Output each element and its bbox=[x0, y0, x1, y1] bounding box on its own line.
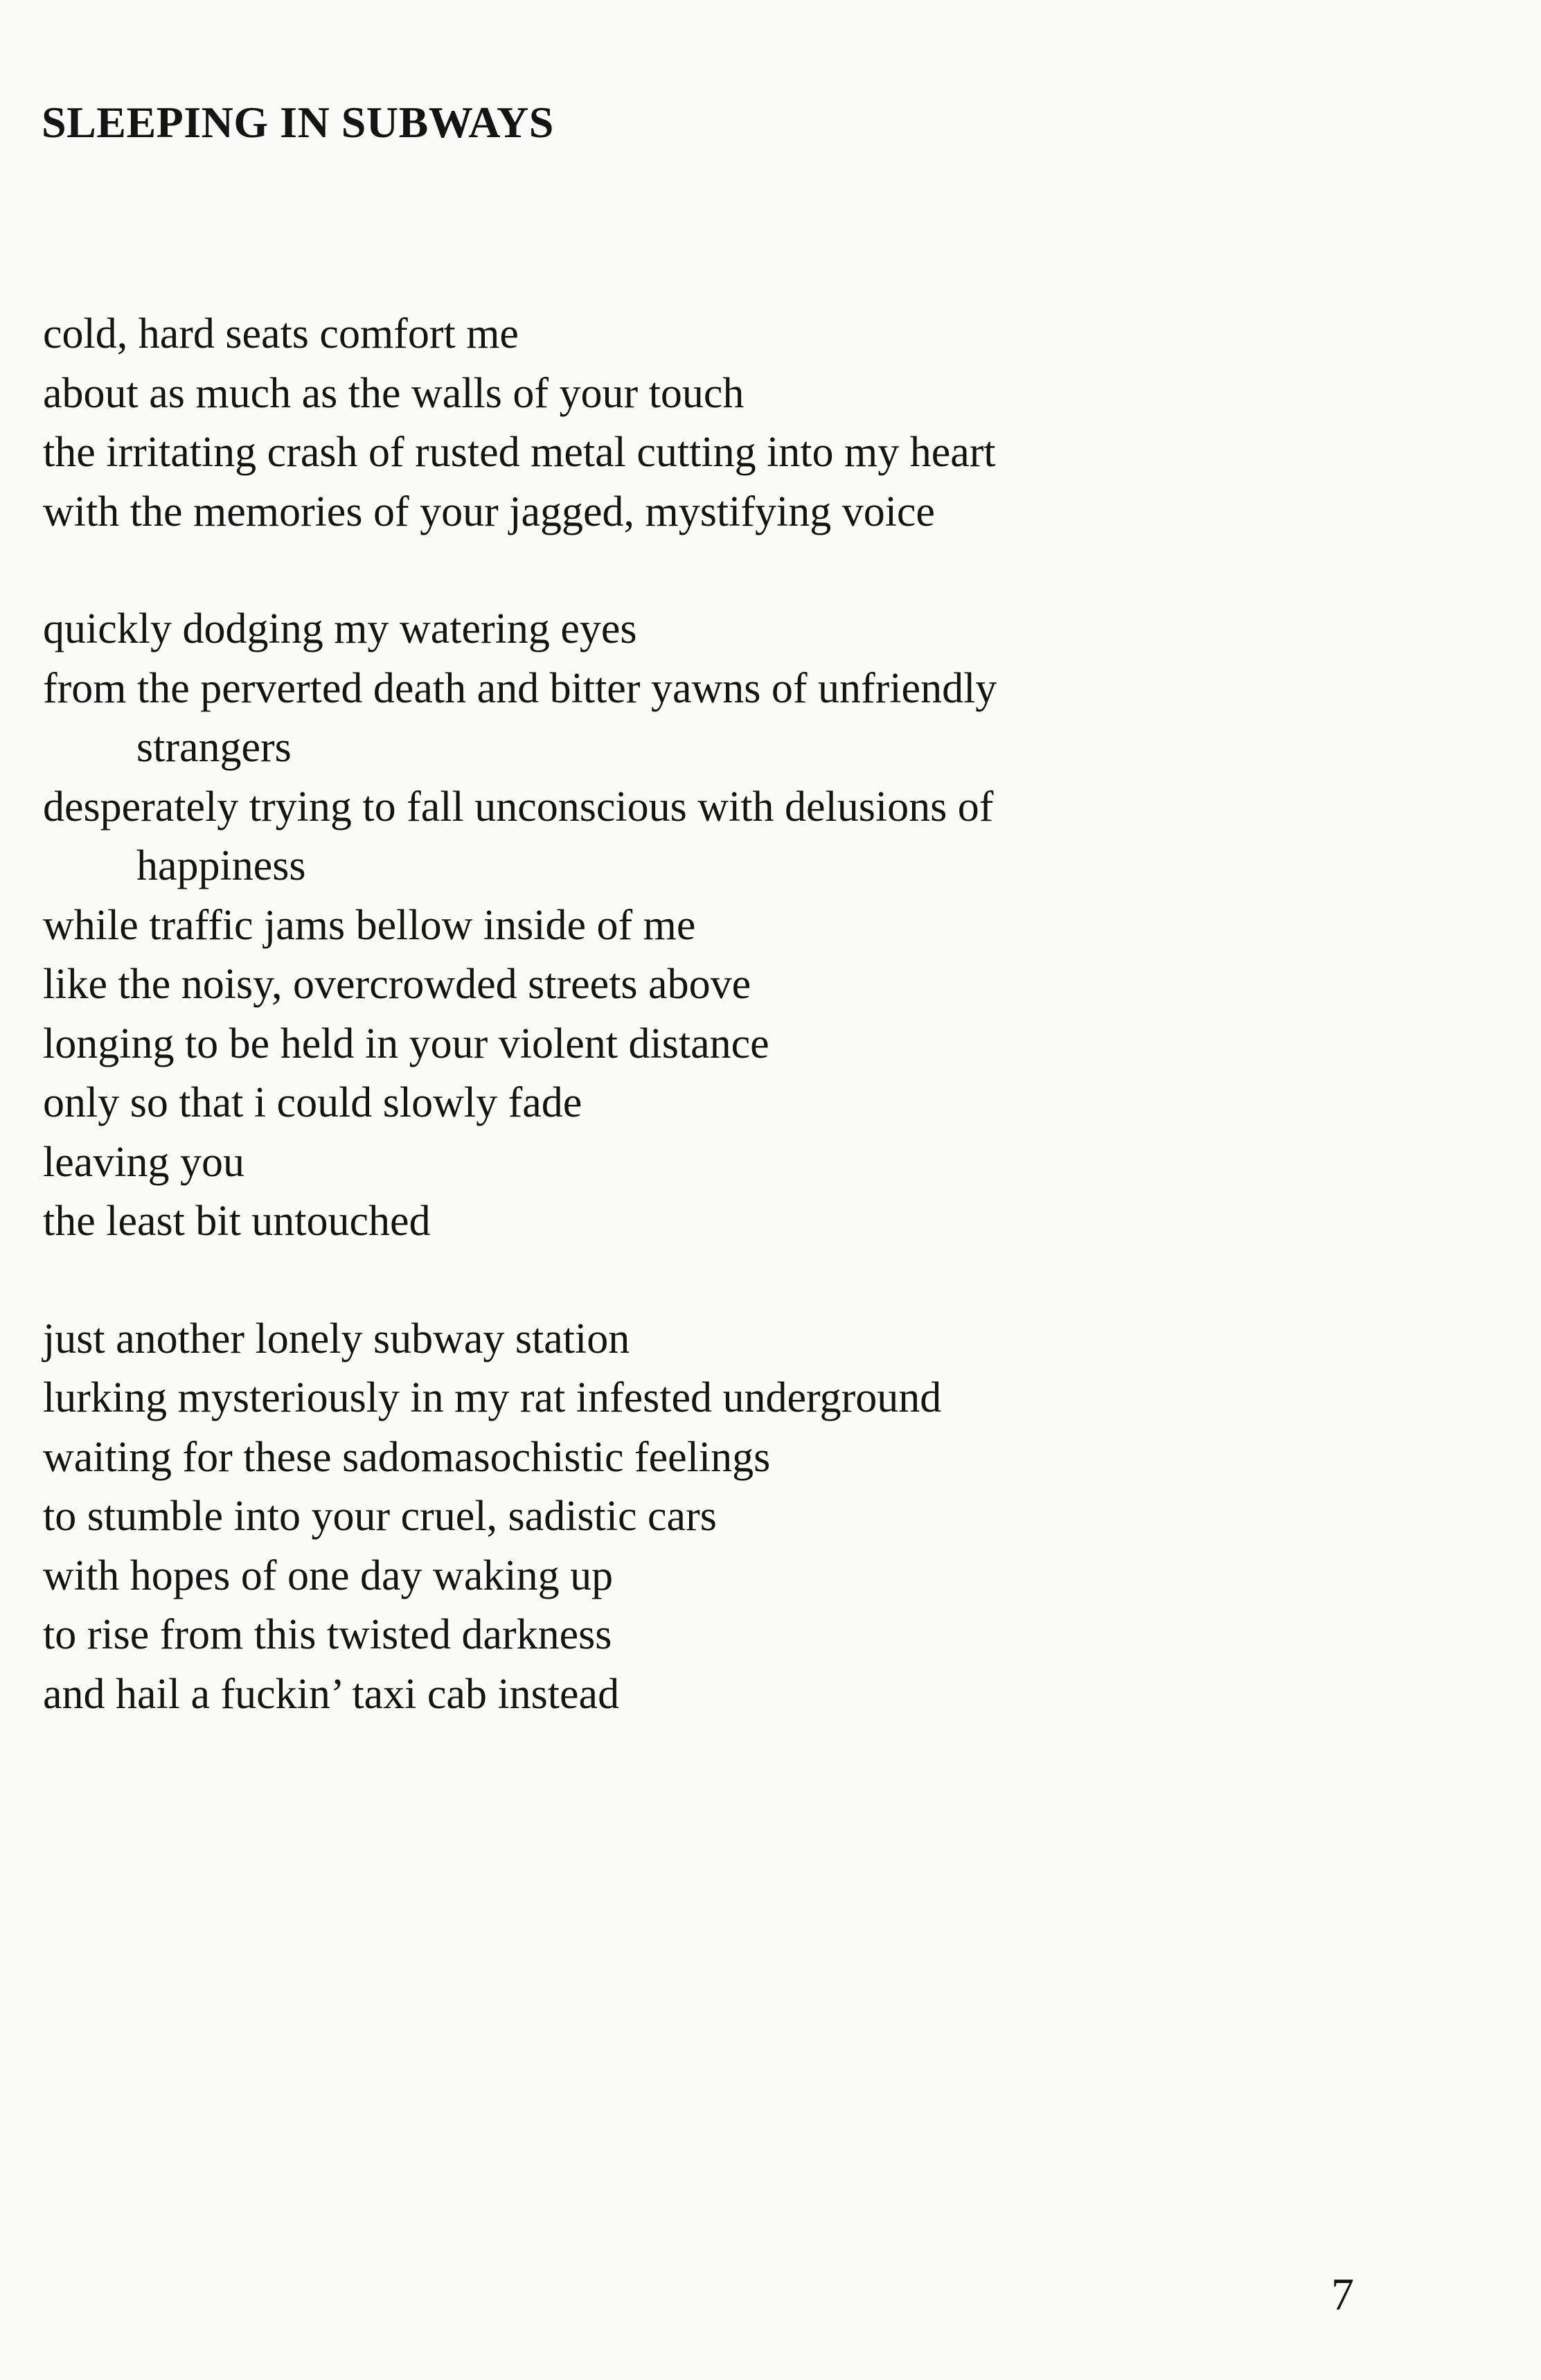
poem-line-continuation: happiness bbox=[136, 842, 306, 889]
poem-line: desperately trying to fall unconscious with delusions of bbox=[43, 783, 994, 831]
poem-line: to stumble into your cruel, sadistic cars bbox=[43, 1493, 717, 1540]
poem-line: the least bit untouched bbox=[43, 1198, 431, 1245]
poem-line: to rise from this twisted darkness bbox=[43, 1611, 612, 1658]
poem-line: like the noisy, overcrowded streets above bbox=[43, 961, 751, 1008]
poem-line: about as much as the walls of your touch bbox=[43, 369, 745, 417]
poem-stanza bbox=[43, 305, 1463, 542]
poem-line: only so that i could slowly fade bbox=[43, 1079, 582, 1126]
poem-line: just another lonely subway station bbox=[43, 1315, 630, 1362]
poem-line: and hail a fuckin’ taxi cab instead bbox=[43, 1670, 620, 1718]
poem-line: cold, hard seats comfort me bbox=[43, 310, 519, 357]
poem-body bbox=[43, 305, 1463, 1782]
poem-line: with the memories of your jagged, mystifying voice bbox=[43, 488, 935, 535]
poem-line: quickly dodging my watering eyes bbox=[43, 605, 637, 652]
poem-line: from the perverted death and bitter yawns of unfriendly bbox=[43, 664, 997, 712]
poem-stanza bbox=[43, 1310, 1463, 1725]
poem-title: SLEEPING IN SUBWAYS bbox=[42, 98, 554, 147]
poem-line: longing to be held in your violent distance bbox=[43, 1020, 769, 1067]
poem-line-continuation: strangers bbox=[136, 724, 292, 771]
poem-line: the irritating crash of rusted metal cutting into my heart bbox=[43, 429, 996, 476]
poem-line: lurking mysteriously in my rat infested underground bbox=[43, 1374, 942, 1421]
page-number: 7 bbox=[1331, 2269, 1354, 2320]
poem-line: while traffic jams bellow inside of me bbox=[43, 901, 696, 949]
poem-line: waiting for these sadomasochistic feelings bbox=[43, 1433, 771, 1481]
poem-stanza bbox=[43, 600, 1463, 1252]
poem-line: with hopes of one day waking up bbox=[43, 1552, 614, 1599]
poem-line: leaving you bbox=[43, 1138, 244, 1186]
